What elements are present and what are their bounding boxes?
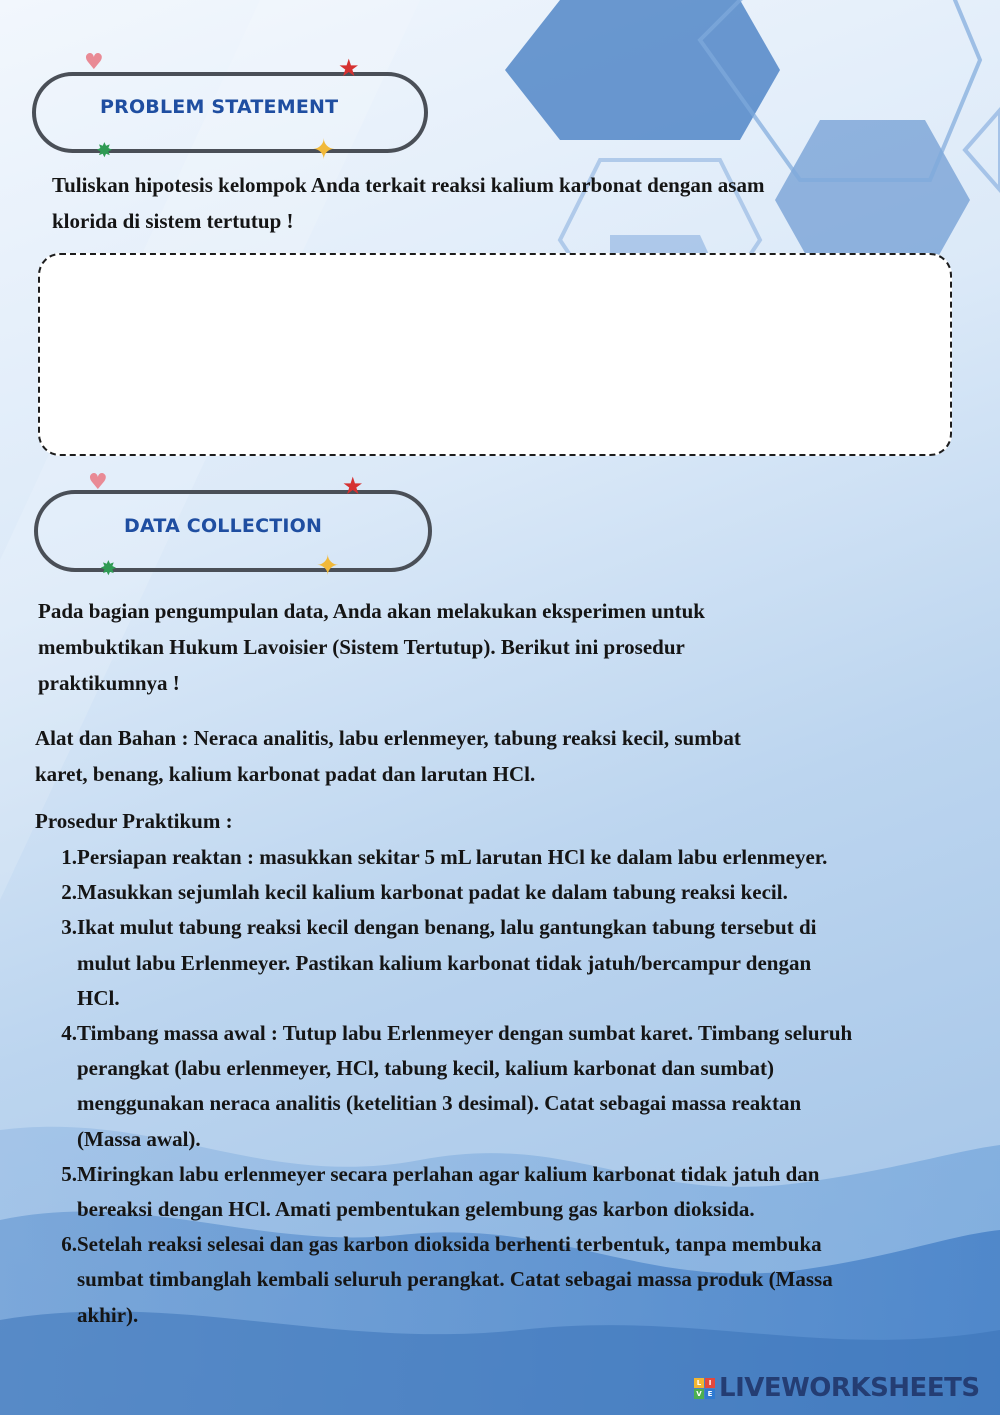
procedure-step bbox=[36, 1227, 976, 1333]
step-line: sumbat timbanglah kembali seluruh perangkat. Catat sebagai massa produk (Massa bbox=[77, 1267, 833, 1292]
step-line: Ikat mulut tabung reaksi kecil dengan benang, lalu gantungkan tabung tersebut di bbox=[77, 915, 817, 940]
step-number: 4. bbox=[61, 1021, 77, 1046]
logo-letter: I bbox=[705, 1378, 715, 1388]
intro-line: membuktikan Hukum Lavoisier (Sistem Tertutup). Berikut ini prosedur bbox=[38, 635, 685, 659]
step-line: bereaksi dengan HCl. Amati pembentukan gelembung gas karbon dioksida. bbox=[77, 1197, 755, 1222]
sparkle-icon: ✦ bbox=[316, 549, 340, 582]
step-text bbox=[77, 875, 976, 910]
sparkle-icon: ✦ bbox=[312, 133, 336, 166]
procedure-step bbox=[36, 840, 976, 875]
procedure-step bbox=[36, 1157, 976, 1227]
tools-line: karet, benang, kalium karbonat padat dan larutan HCl. bbox=[35, 762, 536, 786]
liveworksheets-brand bbox=[694, 1373, 980, 1403]
step-line: akhir). bbox=[77, 1302, 139, 1327]
step-line: Miringkan labu erlenmeyer secara perlahan agar kalium karbonat tidak jatuh dan bbox=[77, 1161, 820, 1186]
liveworksheets-logo-icon bbox=[694, 1378, 715, 1399]
step-text bbox=[77, 1157, 976, 1227]
logo-letter: L bbox=[694, 1378, 704, 1388]
logo-letter: E bbox=[705, 1389, 715, 1399]
step-number: 1. bbox=[61, 845, 77, 869]
problem-prompt-line: klorida di sistem tertutup ! bbox=[52, 209, 294, 233]
tools-and-materials bbox=[35, 720, 955, 792]
problem-prompt-line: Tuliskan hipotesis kelompok Anda terkait reaksi kalium karbonat dengan asam bbox=[52, 173, 765, 197]
star-icon: ★ bbox=[338, 54, 360, 82]
step-text bbox=[77, 1016, 976, 1157]
hypothesis-answer-field[interactable] bbox=[38, 253, 952, 456]
liveworksheets-wordmark: LIVEWORKSHEETS bbox=[719, 1373, 980, 1403]
step-line: HCl. bbox=[77, 985, 120, 1010]
heart-icon: ♥ bbox=[88, 470, 108, 495]
heart-icon: ♥ bbox=[84, 50, 104, 75]
procedure-heading: Prosedur Praktikum : bbox=[35, 809, 233, 833]
step-line: Timbang massa awal : Tutup labu Erlenmeyer dengan sumbat karet. Timbang seluruh bbox=[77, 1021, 853, 1046]
step-line: perangkat (labu erlenmeyer, HCl, tabung kecil, kalium karbonat dan sumbat) bbox=[77, 1056, 774, 1081]
procedure-step bbox=[36, 1016, 976, 1157]
step-number: 2. bbox=[61, 880, 77, 905]
sparkle-icon: ✸ bbox=[96, 138, 113, 162]
data-collection-intro bbox=[38, 593, 938, 701]
star-icon: ★ bbox=[342, 472, 364, 500]
step-text bbox=[77, 910, 976, 1016]
step-number: 6. bbox=[61, 1232, 77, 1257]
procedure-steps bbox=[36, 840, 976, 1333]
tools-line: Alat dan Bahan : Neraca analitis, labu erlenmeyer, tabung reaksi kecil, sumbat bbox=[35, 726, 741, 750]
step-number: 3. bbox=[61, 915, 77, 940]
step-number: 5. bbox=[61, 1161, 77, 1186]
problem-statement-title: PROBLEM STATEMENT bbox=[100, 96, 339, 118]
step-line: mulut labu Erlenmeyer. Pastikan kalium karbonat tidak jatuh/bercampur dengan bbox=[77, 950, 812, 975]
sparkle-icon: ✸ bbox=[100, 556, 117, 580]
step-line: (Massa awal). bbox=[77, 1126, 201, 1151]
intro-line: Pada bagian pengumpulan data, Anda akan melakukan eksperimen untuk bbox=[38, 599, 705, 623]
step-text bbox=[77, 1227, 976, 1333]
procedure-step bbox=[36, 875, 976, 910]
intro-line: praktikumnya ! bbox=[38, 671, 180, 695]
step-text bbox=[77, 840, 976, 875]
step-line: menggunakan neraca analitis (ketelitian 3 desimal). Catat sebagai massa reaktan bbox=[77, 1091, 802, 1116]
logo-letter: V bbox=[694, 1389, 704, 1399]
procedure-step bbox=[36, 910, 976, 1016]
step-line: Masukkan sejumlah kecil kalium karbonat padat ke dalam tabung reaksi kecil. bbox=[77, 880, 788, 905]
step-line: Setelah reaksi selesai dan gas karbon dioksida berhenti terbentuk, tanpa membuka bbox=[77, 1232, 822, 1257]
step-line: Persiapan reaktan : masukkan sekitar 5 mL larutan HCl ke dalam labu erlenmeyer. bbox=[77, 845, 828, 869]
problem-prompt bbox=[52, 167, 952, 239]
data-collection-title: DATA COLLECTION bbox=[124, 515, 323, 537]
